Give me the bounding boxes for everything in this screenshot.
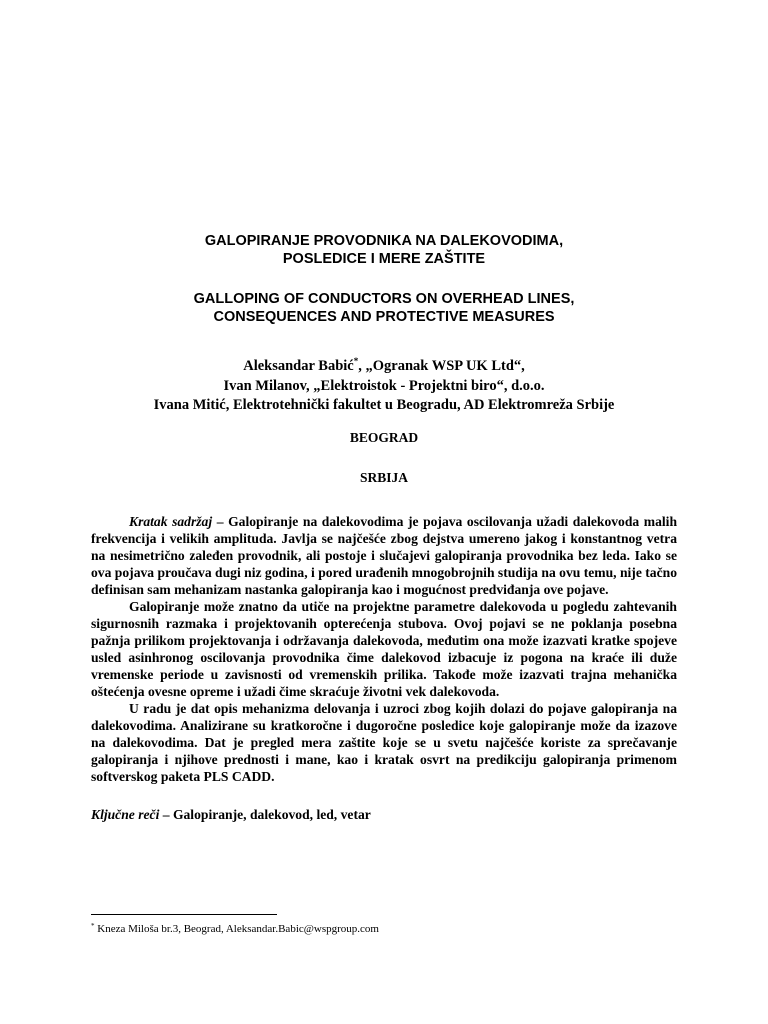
abstract-paragraph-1 xyxy=(91,513,677,598)
author-block xyxy=(60,357,708,416)
footnote-divider xyxy=(91,914,277,915)
country: SRBIJA xyxy=(359,470,408,485)
author-3: Ivana Mitić, Elektrotehnički fakultet u Beogradu, AD Elektromreža Srbije xyxy=(153,397,615,413)
title-serbian xyxy=(90,232,678,268)
footnote-mark: * xyxy=(91,922,95,930)
abstract-paragraph-3: U radu je dat opis mehanizma delovanja i uzroci zbog kojih dolazi do pojave galopiranja na dalekovodima. Analizirane su kratkoročne i dugoročne posledice koje galopiranje može da izazove na dalekovodima. Dat je pregled mera zaštite koje se u svetu najčešće koriste za sprečavanje galopiranja i njihove prednosti i mane, kao i kratak osvrt na predikciju galopiranja primenom softverskog paketa PLS CADD. xyxy=(91,701,677,784)
author-2: Ivan Milanov, „Elektroistok - Projektni biro“, d.o.o. xyxy=(223,377,545,394)
abstract xyxy=(91,513,677,785)
title-serbian-line2: POSLEDICE I MERE ZAŠTITE xyxy=(282,251,486,267)
title-english-line1: GALLOPING OF CONDUCTORS ON OVERHEAD LINES, xyxy=(193,291,575,307)
keywords-separator: – xyxy=(159,807,173,822)
keywords xyxy=(91,806,677,823)
footnote xyxy=(91,922,677,936)
abstract-paragraph-2: Galopiranje može znatno da utiče na projektne parametre dalekovoda u pogledu zahtevanih sigurnosnih razmaka i projektovanih opterećenja stubova. Ovoj pojavi se ne poklanja posebna pažnja prilikom projektovanja i održavanja dalekovoda, međutim ona može izazvati kratke spojeve usled asinhronog oscilovanja provodnika čime dalekovod izbacuje iz pogona na kraće ili duže vremenske periode u zavisnosti od vremenskih prilika. Takođe može izazvati trajna mehanička oštećenja ovesne opreme i užadi čime skraćuje životni vek dalekovoda. xyxy=(91,599,677,699)
author-1-name: Aleksandar Babić xyxy=(243,358,354,374)
keywords-text: Galopiranje, dalekovod, led, vetar xyxy=(172,807,371,822)
footnote-marker: * xyxy=(353,356,359,366)
title-english xyxy=(90,290,678,326)
abstract-paragraph-1-text: Galopiranje na dalekovodima je pojava oscilovanja užadi dalekovoda malih frekvencija i velikih amplituda. Javlja se najčešće zbog dejstva umereno jakog i konstantnog vetra na nesimetrično zaleđen provodnik, ali postoje i slučajevi galopiranja provodnika bez leda. Iako se ova pojava proučava dugi niz godina, i pored urađenih mnogobrojnih studija na ovu temu, nije tačno definisan sam mehanizam nastanka galopiranja kao i mogućnost predviđanja ove pojave. xyxy=(91,514,678,597)
footnote-text: Kneza Miloša br.3, Beograd, Aleksandar.Babic@wspgroup.com xyxy=(94,923,379,935)
title-english-line2: CONSEQUENCES AND PROTECTIVE MEASURES xyxy=(213,309,555,325)
keywords-label: Ključne reči xyxy=(91,807,160,822)
author-1 xyxy=(60,357,708,377)
city: BEOGRAD xyxy=(349,430,419,445)
author-1-affiliation: , „Ogranak WSP UK Ltd“, xyxy=(358,358,525,374)
title-serbian-line1: GALOPIRANJE PROVODNIKA NA DALEKOVODIMA, xyxy=(204,233,564,249)
abstract-label: Kratak sadržaj xyxy=(129,514,213,529)
abstract-separator: – xyxy=(212,514,229,529)
